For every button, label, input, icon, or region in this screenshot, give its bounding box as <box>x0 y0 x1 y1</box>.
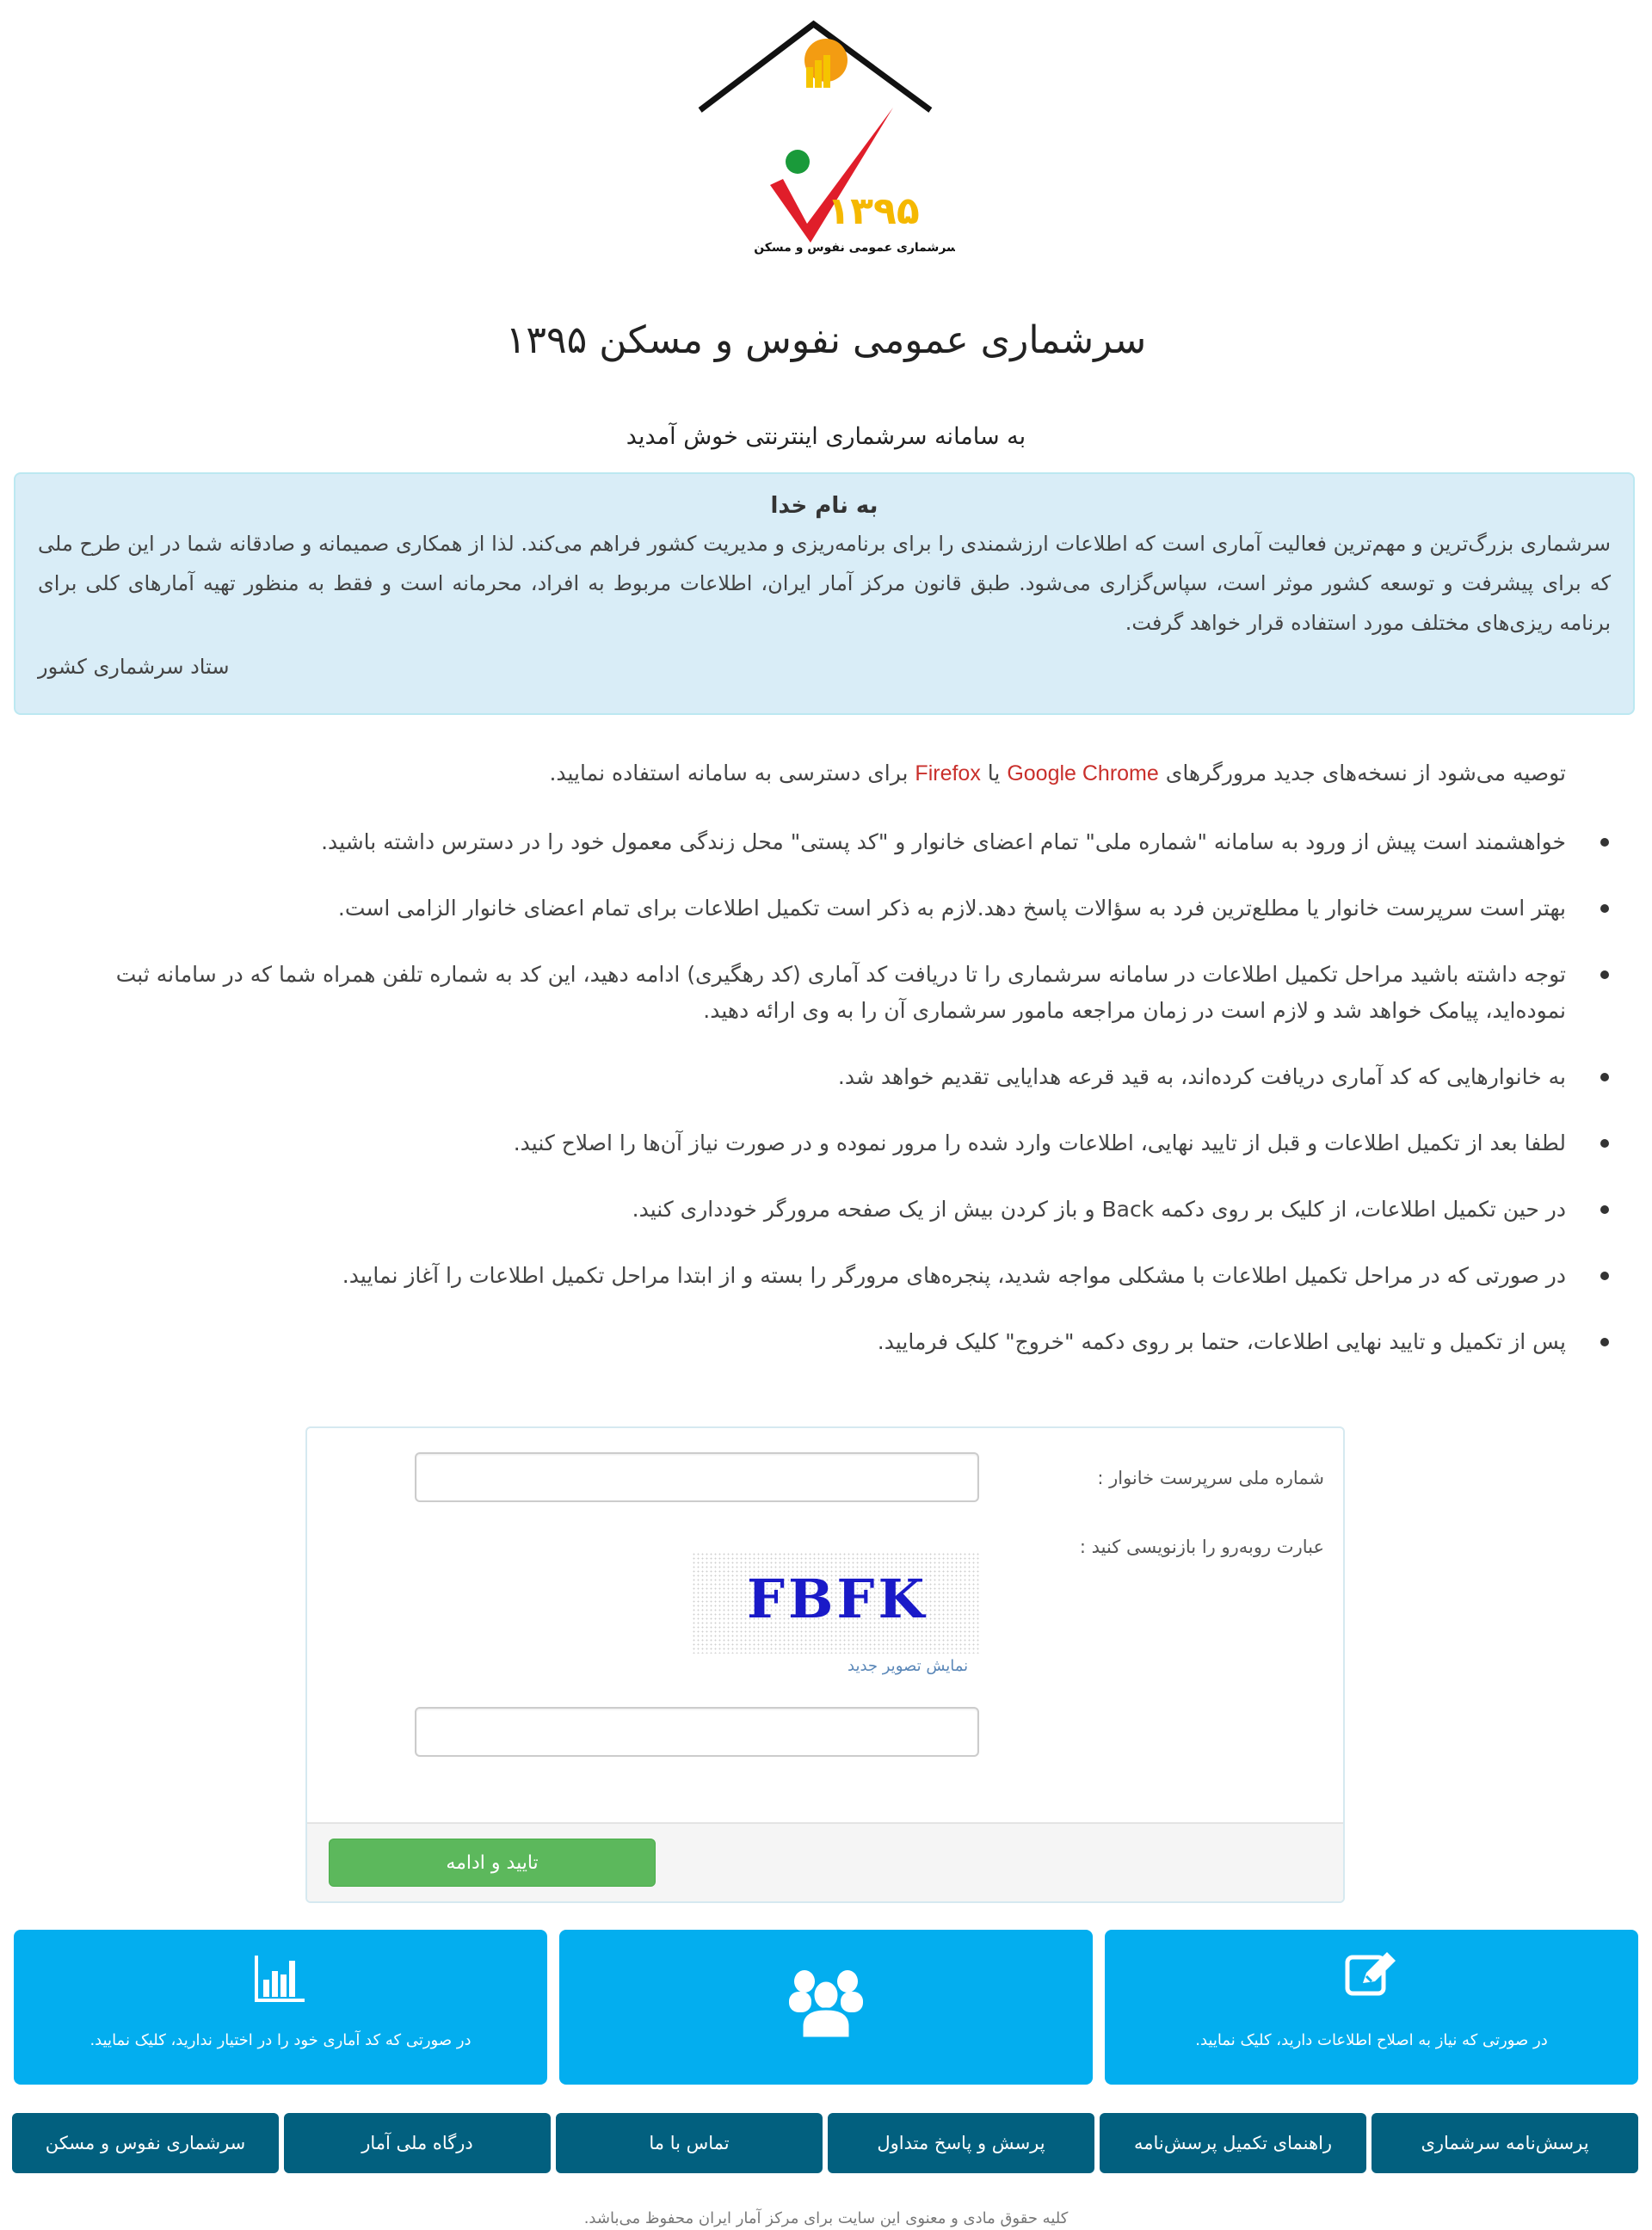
tile-edit-text: در صورتی که نیاز به اصلاح اطلاعات دارید، کلیک نمایید. <box>1195 2031 1548 2049</box>
tile-household[interactable] <box>559 1930 1093 2085</box>
census-logo-graphic <box>697 17 955 262</box>
nav-national-stats-portal[interactable]: درگاه ملی آمار <box>284 2113 551 2173</box>
browser-note-or: یا <box>987 761 1001 785</box>
national-id-label: شماره ملی سرپرست خانوار : <box>1097 1468 1324 1488</box>
browser-note-suffix: برای دسترسی به سامانه استفاده نمایید. <box>549 761 909 785</box>
nav-faq[interactable]: پرسش و پاسخ متداول <box>828 2113 1094 2173</box>
tile-missing-code[interactable] <box>14 1930 547 2085</box>
tip-item: خواهشمند است پیش از ورود به سامانه "شماره ملی" تمام اعضای خانوار و "کد پستی" محل زندگی معمول خود را در دسترس داشته باشید. <box>69 824 1566 860</box>
tip-item: در حین تکمیل اطلاعات، از کلیک بر روی دکمه Back و باز کردن بیش از یک صفحه مرورگر خودداری کنید. <box>69 1192 1566 1228</box>
census-logo <box>697 17 955 262</box>
tile-edit-info[interactable] <box>1105 1930 1638 2085</box>
svg-text:۱۳۹۵: ۱۳۹۵ <box>827 189 920 233</box>
edit-icon <box>1344 1950 1399 1999</box>
tip-item: پس از تکمیل و تایید نهایی اطلاعات، حتما بر روی دکمه "خروج" کلیک فرمایید. <box>69 1324 1566 1360</box>
alert-signature: ستاد سرشماری کشور <box>38 655 230 679</box>
browser-note-prefix: توصیه می‌شود از نسخه‌های جدید مرورگرهای <box>1165 761 1566 785</box>
captcha-refresh-link[interactable]: نمایش تصویر جدید <box>848 1657 969 1675</box>
chrome-link[interactable]: Google Chrome <box>1007 761 1159 785</box>
page-title: سرشماری عمومی نفوس و مسکن ۱۳۹۵ <box>505 318 1147 362</box>
tile-missing-code-text: در صورتی که کد آماری خود را در اختیار ندارید، کلیک نمایید. <box>89 2031 472 2049</box>
captcha-text: FBFK <box>747 1568 928 1630</box>
users-icon <box>787 1969 865 2040</box>
alert-body: سرشماری بزرگ‌ترین و مهم‌ترین فعالیت آماری است که اطلاعات ارزشمندی را برای برنامه‌ریزی و مدیریت کشور فراهم می‌کند. لذا از همکاری صمیمانه و صادقانه شما در این طرح ملی که برای پیشرفت و توسعه کشور موثر است، سپاس‌گزاری می‌شود. طبق قانون مرکز آمار ایران، اطلاعات مربوط به افراد، محرمانه است و فقط به منظور تهیه آمارهای کلی برای برنامه ریزی‌های مختلف مورد استفاده قرار خواهد گرفت. <box>38 532 1611 635</box>
captcha-input[interactable] <box>415 1707 979 1757</box>
bar-chart-icon <box>255 1956 306 2004</box>
tips-list <box>69 824 1566 1390</box>
tip-item: به خانوارهایی که کد آماری دریافت کرده‌اند، به قید قرعه هدایایی تقدیم خواهد شد. <box>69 1059 1566 1095</box>
copyright-text: کلیه حقوق مادی و معنوی این سایت برای مرکز آمار ایران محفوظ می‌باشد. <box>583 2209 1069 2227</box>
confirm-continue-button[interactable]: تایید و ادامه <box>329 1839 656 1887</box>
national-id-input[interactable] <box>415 1452 979 1502</box>
captcha-image <box>692 1552 981 1654</box>
firefox-link[interactable]: Firefox <box>915 761 981 785</box>
form-footer <box>307 1822 1343 1901</box>
login-form-panel <box>305 1426 1345 1903</box>
tip-item: در صورتی که در مراحل تکمیل اطلاعات با مشکلی مواجه شدید، پنجره‌های مرورگر را بسته و از ابتدا مراحل تکمیل اطلاعات را آغاز نمایید. <box>69 1258 1566 1294</box>
svg-text:سرشماری عمومی نفوس و مسکن: سرشماری عمومی نفوس و مسکن <box>754 241 955 255</box>
captcha-label: عبارت روبه‌رو را بازنویسی کنید : <box>1079 1537 1324 1557</box>
tip-item: توجه داشته باشید مراحل تکمیل اطلاعات در سامانه سرشماری را تا دریافت کد آماری (کد رهگیری) ادامه دهید، این کد به شماره تلفن همراه شما که در سامانه ثبت نموده‌اید، پیامک خواهد شد و لازم است در زمان مراجعه مامور سرشماری آن را به وی ارائه دهید. <box>69 957 1566 1029</box>
welcome-heading: به سامانه سرشماری اینترنتی خوش آمدید <box>626 423 1026 450</box>
info-alert <box>14 472 1635 715</box>
nav-census-questionnaire[interactable]: پرسش‌نامه سرشماری <box>1372 2113 1638 2173</box>
nav-questionnaire-guide[interactable]: راهنمای تکمیل پرسش‌نامه <box>1100 2113 1366 2173</box>
nav-contact-us[interactable]: تماس با ما <box>556 2113 823 2173</box>
tip-item: بهتر است سرپرست خانوار یا مطلع‌ترین فرد به سؤالات پاسخ دهد.لازم به ذکر است تکمیل اطلاعات برای تمام اعضای خانوار الزامی است. <box>69 890 1566 927</box>
browser-recommendation <box>549 761 1566 786</box>
alert-title: به نام خدا <box>770 493 878 519</box>
tip-item: لطفا بعد از تکمیل اطلاعات و قبل از تایید نهایی، اطلاعات وارد شده را مرور نموده و در صورت نیاز آن‌ها را اصلاح کنید. <box>69 1125 1566 1161</box>
nav-population-census[interactable]: سرشماری نفوس و مسکن <box>12 2113 279 2173</box>
